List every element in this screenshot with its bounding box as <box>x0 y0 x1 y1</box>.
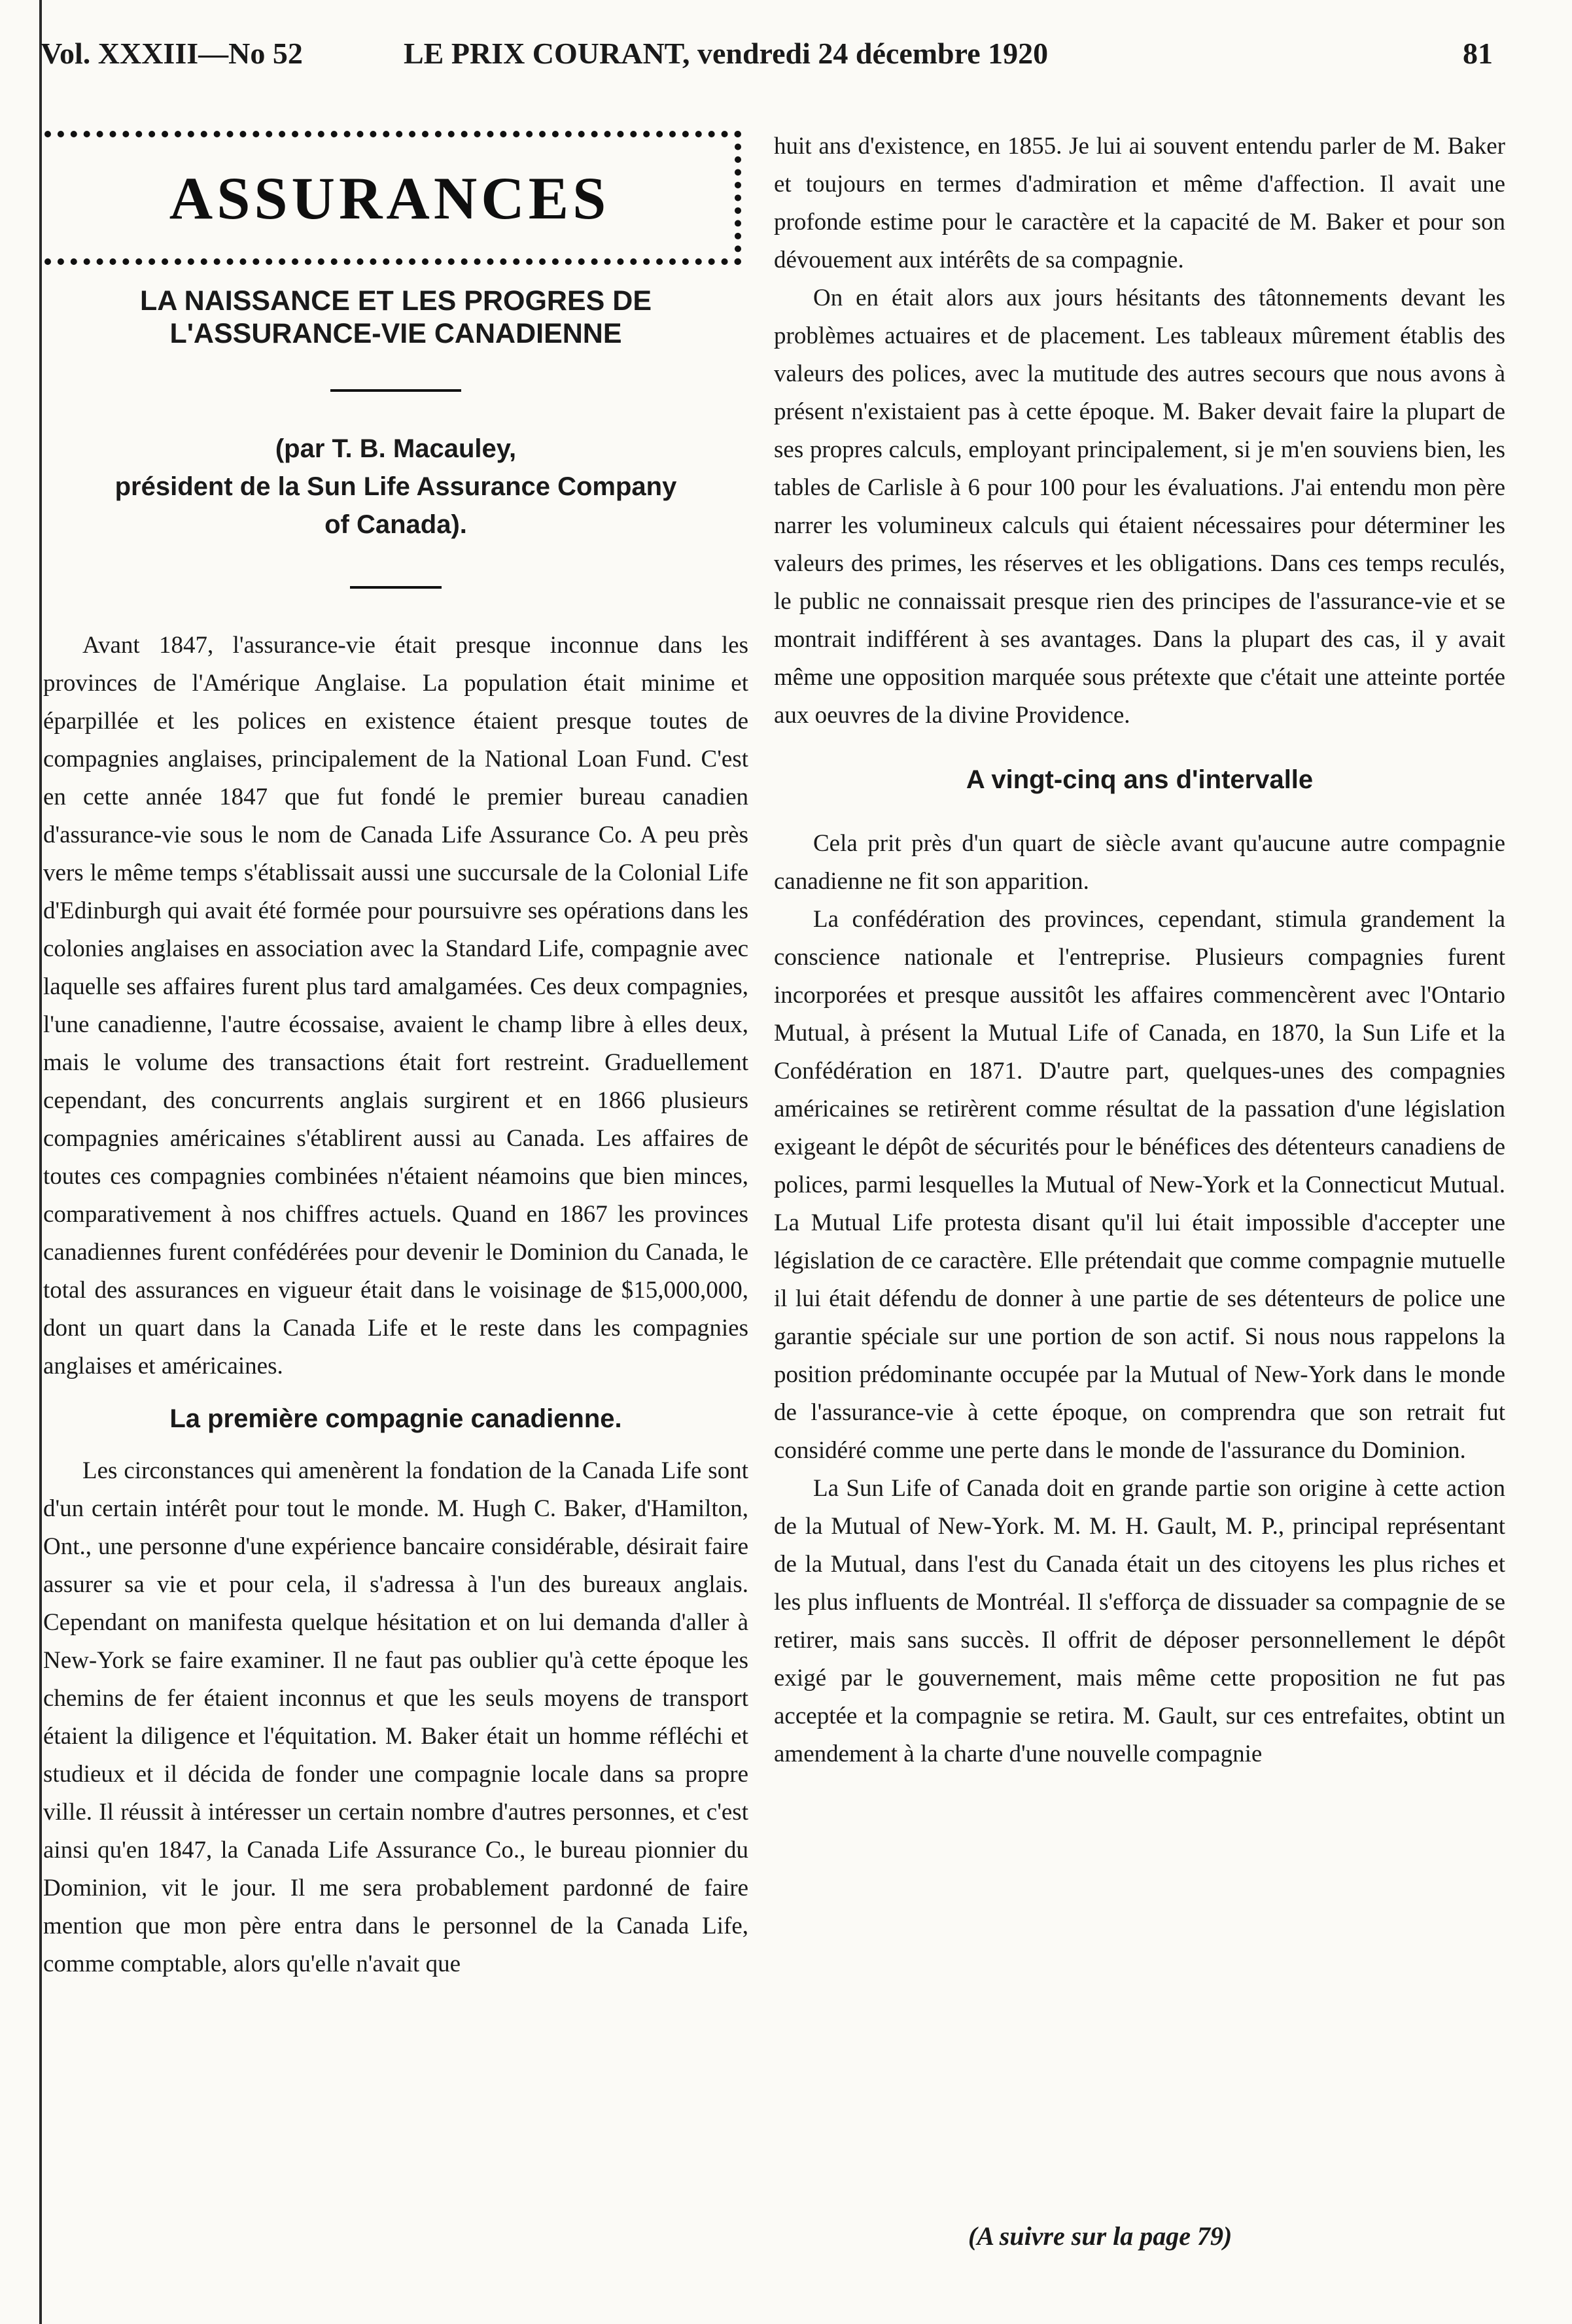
paragraph-7: La Sun Life of Canada doit en grande partie son origine à cette action de la Mutual of New-York. M. M. H. Gault, M. P., principal représentant de la Mutual, dans l'est du Canada était un des citoyens les plus riches et les plus influents de Montréal. Il s'efforça de dissuader sa compagnie de se retirer, mais sans succès. Il offrit de déposer personnellement le dépôt exigé par le gouvernement, mais même cette proposition ne fut pas acceptée et la compagnie se retira. M. Gault, sur ces entrefaites, obtint un amendement à la charte d'une nouvelle compagnie <box>774 1475 1505 1767</box>
page-header <box>41 36 1493 82</box>
byline-line-3: of Canada). <box>324 510 467 539</box>
left-column <box>43 124 748 1983</box>
article-byline <box>43 430 748 544</box>
paragraph-1: Avant 1847, l'assurance-vie était presque inconnue dans les provinces de l'Amérique Anglaise. La population était minime et éparpillée et les polices en existence étaient presque toutes de compagnies anglaises, principalement de la National Loan Fund. C'est en cette année 1847 que fut fondé le premier bureau canadien d'assurance-vie sous le nom de Canada Life Assurance Co. A peu près vers le même temps s'établissait aussi une succursale de la Colonial Life d'Edinburgh qui avait été formée pour poursuivre ses opérations dans les colonies anglaises en association avec la Standard Life, compagnie avec laquelle ses affaires furent plus tard amalgamées. Ces deux compagnies, l'une canadienne, l'autre écossaise, avaient le champ libre à elles deux, mais le volume des transactions était fort restreint. Graduellement cependant, des concurrents anglais surgirent et en 1866 plusieurs compagnies américaines s'établirent aussi au Canada. Les affaires de toutes ces compagnies combinées n'étaient néamoins que bien minces, comparativement à nos chiffres actuels. Quand en 1867 les provinces canadiennes furent confédérées pour devenir le Dominion du Canada, le total des assurances en vigueur était dans le voisinage de $15,000,000, dont un quart dans la Canada Life et le reste dans les compagnies anglaises et américaines. <box>43 632 748 1379</box>
volume-number: Vol. XXXIII—No 52 <box>41 37 303 70</box>
byline-line-1: (par T. B. Macauley, <box>275 434 517 463</box>
page-edge-line <box>39 0 42 2324</box>
section-banner <box>44 131 741 265</box>
paragraph-5: Cela prit près d'un quart de siècle avant qu'aucune autre compagnie canadienne ne fit son apparition. <box>774 830 1505 895</box>
headline-line-2: L'ASSURANCE-VIE CANADIENNE <box>169 318 622 349</box>
section-banner-title: ASSURANCES <box>169 164 610 232</box>
byline-line-2: président de la Sun Life Assurance Company <box>114 472 677 501</box>
right-column <box>774 128 1505 1773</box>
publication-title: LE PRIX COURANT, vendredi 24 décembre 1920 <box>404 37 1049 70</box>
article-headline <box>43 285 748 350</box>
divider-rule <box>330 389 461 392</box>
divider-rule-short <box>350 586 442 589</box>
paragraph-3: huit ans d'existence, en 1855. Je lui ai souvent entendu parler de M. Baker et toujours en termes d'admiration et même d'affection. Il avait une profonde estime pour le caractère et la capacité de M. Baker et pour son dévouement aux intérêts de sa compagnie. <box>774 133 1505 273</box>
continued-note: (A suivre sur la page 79) <box>968 2221 1232 2251</box>
paragraph-2: Les circonstances qui amenèrent la fondation de la Canada Life sont d'un certain intérêt pour tout le monde. M. Hugh C. Baker, d'Hamilton, Ont., une personne d'une expérience bancaire considérable, désirait faire assurer sa vie et pour cela, il s'adressa à l'un des bureaux anglais. Cependant on manifesta quelque hésitation et on lui demanda d'aller à New-York se faire examiner. Il ne faut pas oublier qu'à cette époque les chemins de fer étaient inconnus et que les seuls moyens de transport étaient la diligence et l'équitation. M. Baker était un homme réfléchi et studieux et il décida de fonder une compagnie locale dans sa propre ville. Il réussit à intéresser un certain nombre d'autres personnes, et c'est ainsi qu'en 1847, la Canada Life Assurance Co., le bureau pionnier du Dominion, vit le jour. Il me sera probablement pardonné de faire mention que mon père entra dans le personnel de la Canada Life, comme comptable, alors qu'elle n'avait que <box>43 1457 748 1977</box>
subheading-1: La première compagnie canadienne. <box>169 1404 622 1433</box>
paragraph-4: On en était alors aux jours hésitants des tâtonnements devant les problèmes actuaires et de placement. Les tableaux mûrement établis des valeurs des polices, avec la mutitude des autres secours que nous avons à présent n'existaient pas à cette époque. M. Baker devait faire la plupart de ses propres calculs, employant principalement, si je m'en souviens bien, les tables de Carlisle à 6 pour 100 pour les évaluations. J'ai entendu mon père narrer les volumineux calculs qui étaient nécessaires pour déterminer les valeurs des primes, les réserves et les obligations. Dans ces temps reculés, le public ne connaissait presque rien des principes de l'assurance-vie et se montrait indifférent à ses avantages. Dans la plupart des cas, il y avait même une opposition marquée sous prétexte que c'était une atteinte portée aux oeuvres de la divine Providence. <box>774 285 1505 729</box>
paragraph-6: La confédération des provinces, cependant, stimula grandement la conscience nationale et l'entreprise. Plusieurs compagnies furent incorporées et presque aussitôt les affaires commencèrent avec l'Ontario Mutual, à présent la Mutual Life of Canada, en 1870, la Sun Life et la Confédération en 1871. D'autre part, quelques-unes des compagnies américaines se retirèrent comme résultat de la passation d'une législation exigeant le dépôt de sécurités pour le bénéfices des détenteurs canadiens de polices, parmi lesquelles la Mutual of New-York et la Connecticut Mutual. La Mutual Life protesta disant qu'il lui était impossible d'accepter une législation de ce caractère. Elle prétendait que comme compagnie mutuelle il lui était défendu de donner à une partie de ses détenteurs de police une garantie spéciale sur une portion de son actif. Si nous nous rappelons la position prédominante occupée par la Mutual of New-York dans le monde de l'assurance-vie à cette époque, on comprendra que son retrait fut considéré comme une perte dans le monde de l'assurance du Dominion. <box>774 906 1505 1464</box>
subheading-2: A vingt-cinq ans d'intervalle <box>966 765 1314 794</box>
page-number: 81 <box>1463 37 1493 70</box>
headline-line-1: LA NAISSANCE ET LES PROGRES DE <box>139 285 652 317</box>
